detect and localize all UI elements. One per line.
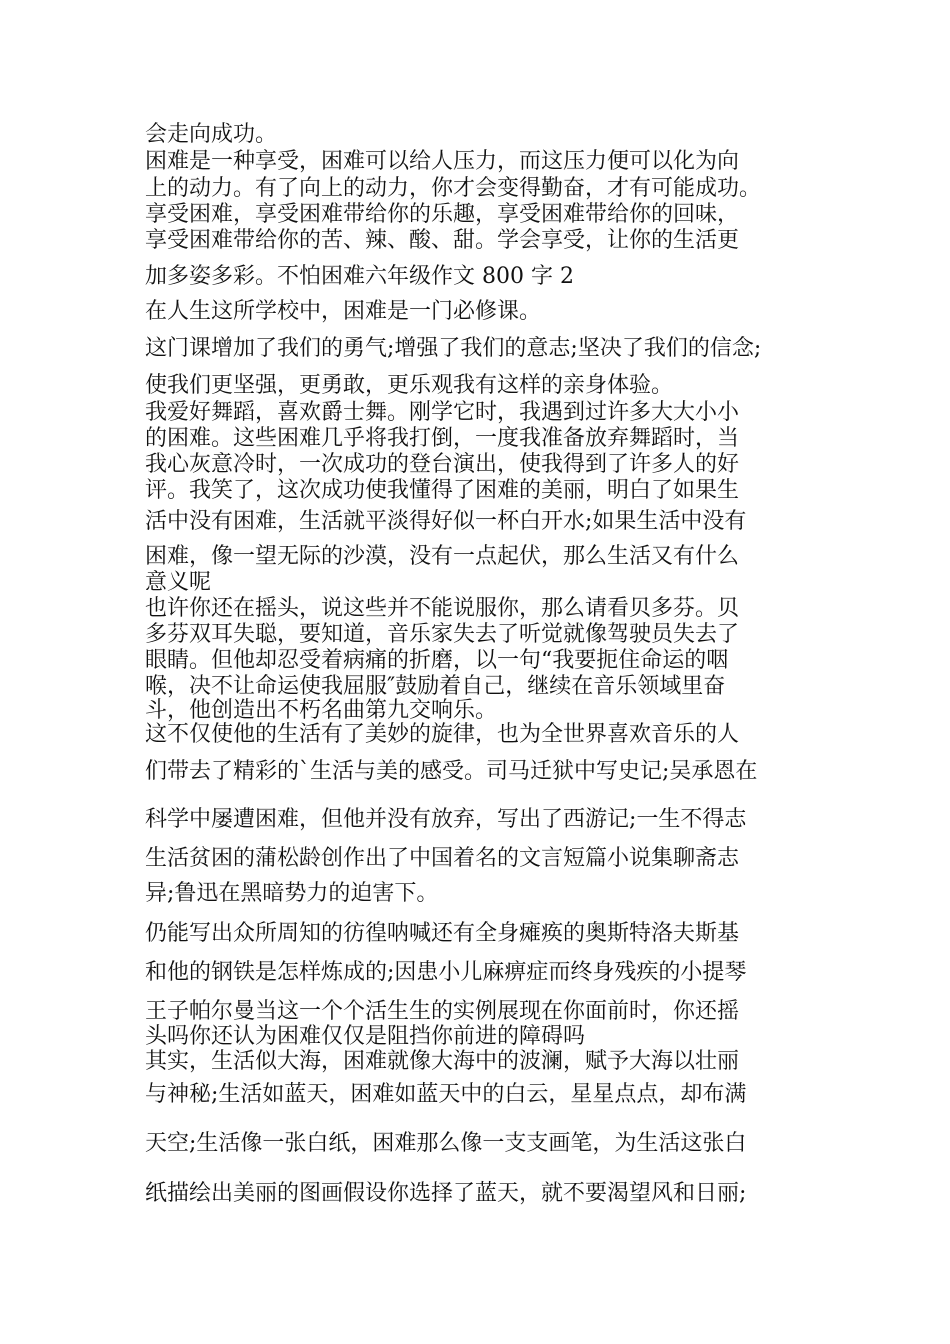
text-line: 与神秘;生活如蓝天，困难如蓝天中的白云，星星点点，却布满 (145, 1082, 747, 1107)
text-line: 我爱好舞蹈，喜欢爵士舞。刚学它时，我遇到过许多大大小小 (145, 400, 740, 425)
text-line: 头吗你还认为困难仅仅是阻挡你前进的障碍吗 (145, 1024, 586, 1049)
text-line: 其实，生活似大海，困难就像大海中的波澜，赋予大海以壮丽 (145, 1049, 740, 1074)
text-line: 科学中屡遭困难，但他并没有放弃，写出了西游记;一生不得志 (145, 807, 747, 832)
text-line: 斗，他创造出不朽名曲第九交响乐。 (145, 698, 498, 723)
text-line: 们带去了精彩的`生活与美的感受。司马迁狱中写史记;吴承恩在 (145, 759, 758, 784)
text-line: 异;鲁迅在黑暗势力的迫害下。 (145, 881, 439, 906)
text-line: 和他的钢铁是怎样炼成的;因患小儿麻痹症而终身残疾的小提琴 (145, 960, 747, 985)
text-line: 困难，像一望无际的沙漠，没有一点起伏，那么生活又有什么 (145, 544, 740, 569)
text-line: 我心灰意冷时，一次成功的登台演出，使我得到了许多人的好 (145, 452, 740, 477)
text-line: 评。我笑了，这次成功使我懂得了困难的美丽，明白了如果生 (145, 478, 740, 503)
text-line: 眼睛。但他却忍受着病痛的折磨，以一句“我要扼住命运的咽 (145, 648, 729, 673)
text-line: 多芬双耳失聪，要知道，音乐家失去了听觉就像驾驶员失去了 (145, 622, 740, 647)
text-line: 王子帕尔曼当这一个个活生生的实例展现在你面前时，你还摇 (145, 999, 740, 1024)
text-line: 在人生这所学校中，困难是一门必修课。 (145, 299, 542, 324)
text-line: 使我们更坚强，更勇敢，更乐观我有这样的亲身体验。 (145, 373, 674, 398)
text-line: 这不仅使他的生活有了美妙的旋律，也为全世界喜欢音乐的人 (145, 722, 740, 747)
text-line: 加多姿多彩。不怕困难六年级作文 800 字 2 (145, 264, 574, 289)
text-line: 这门课增加了我们的勇气;增强了我们的意志;坚决了我们的信念; (145, 336, 762, 361)
text-line: 享受困难，享受困难带给你的乐趣，享受困难带给你的回味， (145, 202, 740, 227)
text-line: 喉，决不让命运使我屈服″鼓励着自己，继续在音乐领域里奋 (145, 674, 726, 699)
text-line: 困难是一种享受，困难可以给人压力，而这压力便可以化为向 (145, 149, 740, 174)
text-line: 纸描绘出美丽的图画假设你选择了蓝天，就不要渴望风和日丽; (145, 1181, 747, 1206)
text-line: 会走向成功。 (145, 122, 278, 147)
text-line: 上的动力。有了向上的动力，你才会变得勤奋，才有可能成功。 (145, 176, 762, 201)
text-line: 意义呢 (145, 570, 212, 595)
text-line: 天空;生活像一张白纸，困难那么像一支支画笔，为生活这张白 (145, 1131, 747, 1156)
text-line: 生活贫困的蒲松龄创作出了中国着名的文言短篇小说集聊斋志 (145, 846, 740, 871)
text-line: 的困难。这些困难几乎将我打倒，一度我准备放弃舞蹈时，当 (145, 426, 740, 451)
text-line: 也许你还在摇头，说这些并不能说服你，那么请看贝多芬。贝 (145, 596, 740, 621)
text-line: 享受困难带给你的苦、辣、酸、甜。学会享受，让你的生活更 (145, 228, 740, 253)
text-line: 活中没有困难，生活就平淡得好似一杯白开水;如果生活中没有 (145, 509, 747, 534)
text-line: 仍能写出众所周知的彷徨呐喊还有全身瘫痪的奥斯特洛夫斯基 (145, 921, 740, 946)
